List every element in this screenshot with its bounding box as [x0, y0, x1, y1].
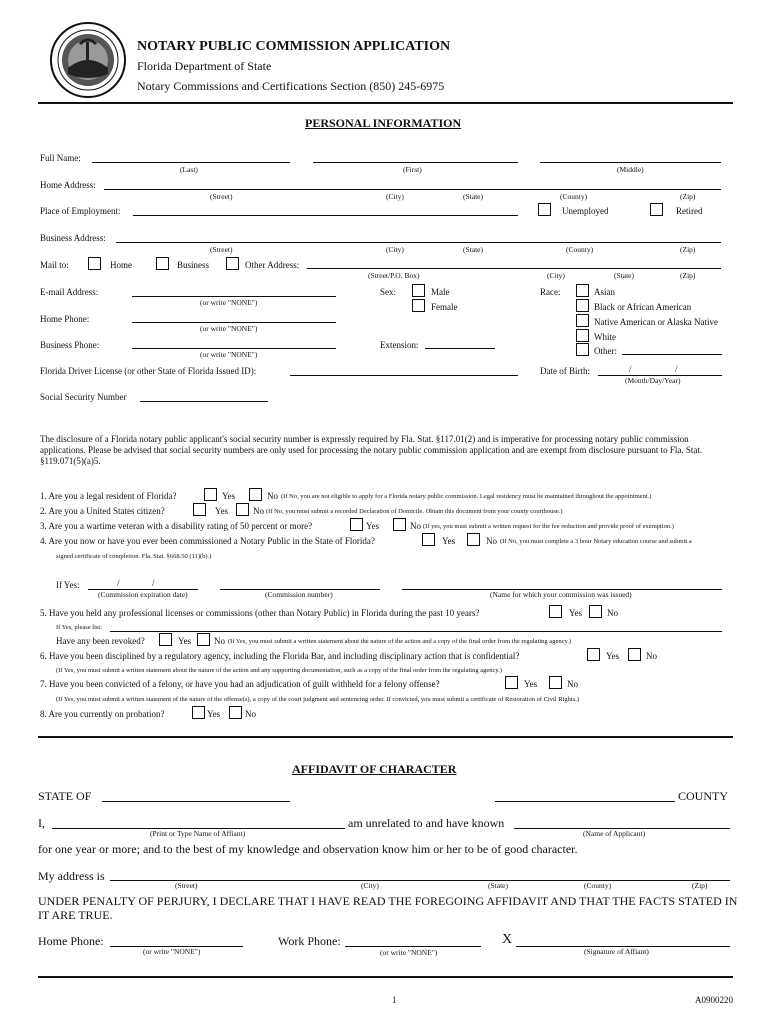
black-checkbox[interactable]: [576, 299, 589, 312]
num-caption: (Commission number): [265, 590, 333, 599]
zip-caption: (Zip): [680, 271, 696, 280]
race-label: Race:: [540, 287, 561, 297]
state-caption: (State): [463, 245, 483, 254]
male-checkbox[interactable]: [412, 284, 425, 297]
signature-caption: (Signature of Affiant): [584, 947, 649, 956]
q7-no-checkbox[interactable]: [549, 676, 562, 689]
extension-field[interactable]: [425, 348, 495, 349]
unemployed-label: Unemployed: [562, 206, 609, 216]
other-address-field[interactable]: [307, 268, 721, 269]
extension-label: Extension:: [380, 340, 419, 350]
section-rule: [38, 736, 733, 738]
first-caption: (First): [403, 165, 422, 174]
black-label: Black or African American: [594, 302, 692, 312]
no-label: No: [253, 506, 264, 516]
female-label: Female: [431, 302, 458, 312]
question-2: 2. Are you a United States citizen?: [40, 506, 165, 516]
city-caption: (City): [386, 192, 404, 201]
first-name-field[interactable]: [313, 162, 518, 163]
city-caption: (City): [386, 245, 404, 254]
q2-yes-checkbox[interactable]: [193, 503, 206, 516]
zip-caption: (Zip): [680, 192, 696, 201]
q4-note: (If No, you must complete a 3 hour Notary education course and submit a: [500, 538, 692, 545]
state-of-field[interactable]: [102, 801, 290, 802]
yes-label: Yes: [222, 491, 236, 501]
home-address-field[interactable]: [104, 189, 721, 190]
asian-checkbox[interactable]: [576, 284, 589, 297]
no-label: No: [646, 651, 657, 661]
business-address-field[interactable]: [116, 242, 721, 243]
mail-to-label: Mail to:: [40, 260, 69, 270]
q3-note: (If yes, you must submit a written request for the fee reduction and provide proof of exemption.): [423, 523, 674, 530]
home-phone-field[interactable]: [132, 322, 336, 323]
q2-note: (If No, you must submit a recorded Declaration of Domicile. Obtain this document from your county courthouse.): [266, 508, 563, 515]
q5-list-field[interactable]: [110, 631, 722, 632]
county-caption: (County): [584, 881, 612, 890]
question-6: 6. Have you been disciplined by a regulatory agency, including the Florida Bar, and including disciplinary action that is confidential?: [40, 651, 520, 661]
street-caption: (Street): [175, 881, 198, 890]
q1-no-checkbox[interactable]: [249, 488, 262, 501]
middle-name-field[interactable]: [540, 162, 721, 163]
last-caption: (Last): [180, 165, 198, 174]
applicant-caption: (Name of Applicant): [583, 829, 646, 838]
yes-label: Yes: [442, 536, 456, 546]
white-label: White: [594, 332, 616, 342]
home-address-label: Home Address:: [40, 180, 96, 190]
unemployed-checkbox[interactable]: [538, 203, 551, 216]
or-none-caption: (or write "NONE"): [200, 324, 258, 333]
yes-label: Yes: [524, 679, 538, 689]
other-race-field[interactable]: [622, 354, 722, 355]
business-phone-field[interactable]: [132, 348, 336, 349]
mail-home-checkbox[interactable]: [88, 257, 101, 270]
other-race-label: Other:: [594, 346, 617, 356]
county-field[interactable]: [495, 801, 675, 802]
no-label: No: [245, 709, 256, 719]
date-slash: /: [117, 578, 120, 588]
ssn-label: Social Security Number: [40, 392, 127, 402]
city-caption: (City): [547, 271, 565, 280]
no-label: No: [410, 521, 421, 531]
revoked-note: (If Yes, you must submit a written statement about the nature of the action and a copy of the final order from the regulating agency.): [228, 638, 572, 645]
q2-no-checkbox[interactable]: [236, 503, 249, 516]
native-checkbox[interactable]: [576, 314, 589, 327]
dob-slash: /: [675, 364, 678, 374]
mail-business-checkbox[interactable]: [156, 257, 169, 270]
form-title: NOTARY PUBLIC COMMISSION APPLICATION: [137, 39, 451, 54]
dob-caption: (Month/Day/Year): [625, 376, 681, 385]
county-caption: (County): [560, 192, 588, 201]
yes-label: Yes: [569, 608, 583, 618]
ssn-disclosure: The disclosure of a Florida notary public applicant's social security number is expressly required by Fla. Stat. §117.01(2) and is imperative for processing notary public commission applications. Please be advised that social security numbers are only used for processing the notary public commission application and are exempt from disclosure pursuant to Fla. Stat. §119.071(5)(a)5.: [40, 434, 703, 466]
question-5: 5. Have you held any professional licenses or commissions (other than Notary Public) in Florida during the past 10 years?: [40, 608, 480, 618]
q3-no-checkbox[interactable]: [393, 518, 406, 531]
date-slash: /: [152, 578, 155, 588]
yes-label: Yes: [178, 636, 192, 646]
question-7: 7. Have you been convicted of a felony, or have you had an adjudication of guilt withheld for a felony offense?: [40, 679, 440, 689]
page-number: 1: [392, 995, 397, 1005]
retired-checkbox[interactable]: [650, 203, 663, 216]
q7-yes-checkbox[interactable]: [505, 676, 518, 689]
city-caption: (City): [361, 881, 379, 890]
email-field[interactable]: [132, 296, 336, 297]
or-none-caption: (or write "NONE"): [380, 948, 438, 957]
revoked-question: Have any been revoked?: [56, 636, 145, 646]
state-of-label: STATE OF: [38, 789, 92, 803]
state-caption: (State): [463, 192, 483, 201]
affiant-work-phone-field[interactable]: [345, 946, 481, 947]
perjury-declaration: UNDER PENALTY OF PERJURY, I DECLARE THAT I HAVE READ THE FOREGOING AFFIDAVIT AND THAT THE FACTS STATED IN IT ARE TRUE.: [38, 894, 738, 922]
asian-label: Asian: [594, 287, 615, 297]
q5-yes-checkbox[interactable]: [549, 605, 562, 618]
email-label: E-mail Address:: [40, 287, 99, 297]
q3-yes-checkbox[interactable]: [350, 518, 363, 531]
q4-note-2: signed certificate of completion. Fla. Stat. §668.50 (11)(b).): [56, 553, 212, 560]
no-label: No: [267, 491, 278, 501]
florida-seal-icon: [50, 22, 126, 98]
if-yes-label: If Yes:: [56, 580, 80, 590]
q1-note: (If No, you are not eligible to apply for a Florida notary public commission. Legal residency must be maintained throughout the appointment.): [281, 493, 652, 500]
employment-label: Place of Employment:: [40, 206, 121, 216]
q4-no-checkbox[interactable]: [467, 533, 480, 546]
question-1: 1. Are you a legal resident of Florida?: [40, 491, 177, 501]
unrelated-text: am unrelated to and have known: [348, 816, 505, 830]
question-8: 8. Are you currently on probation?: [40, 709, 165, 719]
question-3: 3. Are you a wartime veteran with a disability rating of 50 percent or more?: [40, 521, 313, 531]
business-phone-label: Business Phone:: [40, 340, 100, 350]
white-checkbox[interactable]: [576, 329, 589, 342]
native-label: Native American or Alaska Native: [594, 317, 718, 327]
yes-label: Yes: [215, 506, 229, 516]
retired-label: Retired: [676, 206, 703, 216]
no-label: No: [214, 636, 225, 646]
q5-no-checkbox[interactable]: [589, 605, 602, 618]
full-name-label: Full Name:: [40, 153, 81, 163]
yes-label: Yes: [606, 651, 620, 661]
affiant-work-phone-label: Work Phone:: [278, 934, 341, 948]
dob-slash: /: [629, 364, 632, 374]
form-number: A0900220: [695, 995, 733, 1005]
home-phone-label: Home Phone:: [40, 314, 90, 324]
name-issued-caption: (Name for which your commission was issued): [490, 590, 632, 599]
department: Florida Department of State: [137, 59, 272, 73]
yes-label: Yes: [366, 521, 380, 531]
county-caption: (County): [566, 245, 594, 254]
state-caption: (State): [488, 881, 508, 890]
mail-business-label: Business: [177, 260, 210, 270]
ssn-field[interactable]: [140, 401, 268, 402]
or-none-caption: (or write "NONE"): [200, 298, 258, 307]
revoked-no-checkbox[interactable]: [197, 633, 210, 646]
address-label: My address is: [38, 869, 105, 883]
last-name-field[interactable]: [92, 162, 290, 163]
question-4: 4. Are you now or have you ever been commissioned a Notary Public in the State of Florida?: [40, 536, 375, 546]
no-label: No: [567, 679, 578, 689]
revoked-yes-checkbox[interactable]: [159, 633, 172, 646]
i-label: I,: [38, 816, 45, 830]
other-address-label: Other Address:: [245, 260, 300, 270]
good-character-text: for one year or more; and to the best of my knowledge and observation know him or her to be of good character.: [38, 842, 578, 856]
street-caption: (Street): [210, 245, 233, 254]
affiant-home-phone-label: Home Phone:: [38, 934, 104, 948]
driver-license-label: Florida Driver License (or other State of Florida Issued ID):: [40, 366, 257, 376]
header-rule: [38, 102, 733, 104]
q1-yes-checkbox[interactable]: [204, 488, 217, 501]
no-label: No: [486, 536, 497, 546]
q6-yes-checkbox[interactable]: [587, 648, 600, 661]
mail-other-checkbox[interactable]: [226, 257, 239, 270]
or-none-caption: (or write "NONE"): [200, 350, 258, 359]
zip-caption: (Zip): [680, 245, 696, 254]
zip-caption: (Zip): [692, 881, 708, 890]
q7-note: (If Yes, you must submit a written statement of the nature of the offense(s), a copy of the court judgment and sentencing order. If convicted, you must submit a certificate of Restoration of Civil Rights.): [56, 696, 580, 703]
q6-no-checkbox[interactable]: [628, 648, 641, 661]
q5-list-label: If Yes, please list:: [56, 624, 103, 631]
signature-x: X: [502, 932, 513, 947]
middle-caption: (Middle): [617, 165, 644, 174]
business-address-label: Business Address:: [40, 233, 106, 243]
yes-label: Yes: [207, 709, 221, 719]
affiant-address-field[interactable]: [110, 880, 730, 881]
driver-license-field[interactable]: [290, 375, 518, 376]
dob-label: Date of Birth:: [540, 366, 590, 376]
affidavit-heading: AFFIDAVIT OF CHARACTER: [292, 762, 457, 776]
q8-no-checkbox[interactable]: [229, 706, 242, 719]
street-po-caption: (Street/P.O. Box): [368, 271, 420, 280]
male-label: Male: [431, 287, 450, 297]
other-race-checkbox[interactable]: [576, 343, 589, 356]
exp-caption: (Commission expiration date): [98, 590, 188, 599]
county-label: COUNTY: [678, 789, 728, 803]
q6-note: (If Yes, you must submit a written statement about the nature of the action and any supporting documentation, such as a copy of the final order from the regulating agency.): [56, 667, 502, 674]
print-name-caption: (Print or Type Name of Affiant): [150, 829, 246, 838]
footer-rule: [38, 976, 733, 978]
q8-yes-checkbox[interactable]: [192, 706, 205, 719]
street-caption: (Street): [210, 192, 233, 201]
mail-home-label: Home: [110, 260, 132, 270]
no-label: No: [607, 608, 618, 618]
or-none-caption: (or write "NONE"): [143, 947, 201, 956]
personal-heading: PERSONAL INFORMATION: [305, 116, 462, 130]
state-caption: (State): [614, 271, 634, 280]
employment-field[interactable]: [133, 215, 518, 216]
sex-label: Sex:: [380, 287, 397, 297]
section: Notary Commissions and Certifications Section (850) 245-6975: [137, 79, 445, 93]
q4-yes-checkbox[interactable]: [422, 533, 435, 546]
female-checkbox[interactable]: [412, 299, 425, 312]
